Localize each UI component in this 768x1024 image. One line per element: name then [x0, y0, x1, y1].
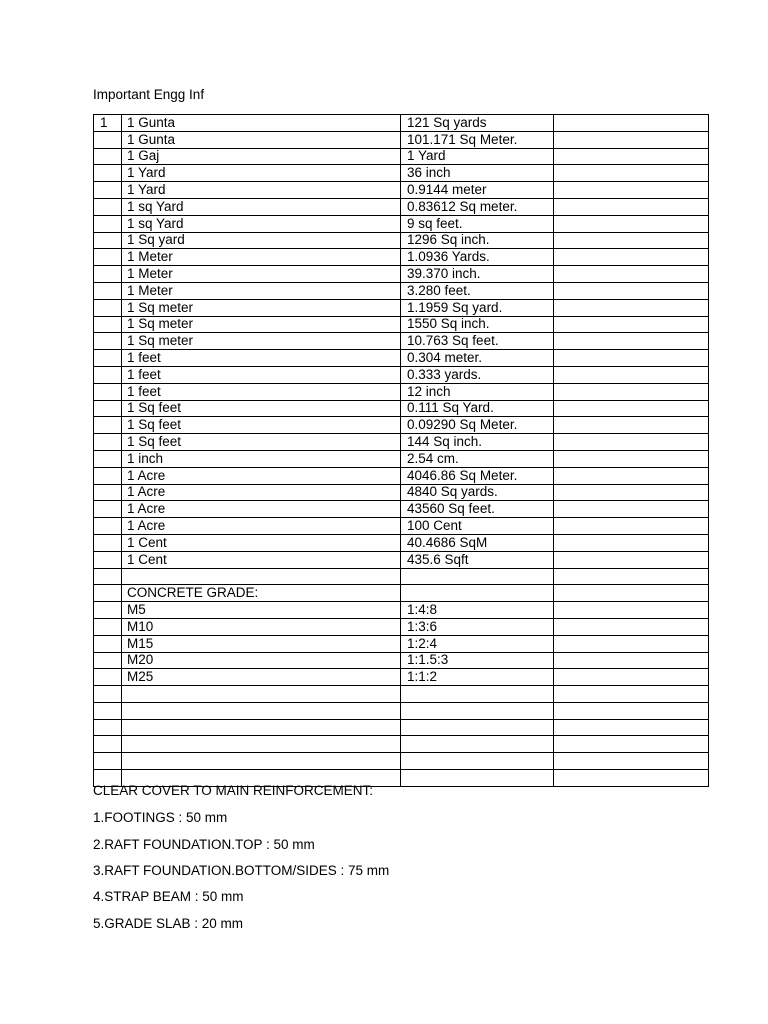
notes-cell [554, 434, 709, 451]
row-number-cell [94, 534, 122, 551]
row-number-cell [94, 198, 122, 215]
table-row [94, 551, 709, 568]
conversion-table [93, 114, 709, 787]
row-number-cell [94, 232, 122, 249]
notes-cell [554, 719, 709, 736]
notes-cell [554, 232, 709, 249]
table-row [94, 585, 709, 602]
table-row [94, 215, 709, 232]
unit-cell: 1 Meter [122, 249, 401, 266]
unit-cell: 1 feet [122, 366, 401, 383]
row-number-cell [94, 400, 122, 417]
table-row [94, 115, 709, 132]
table-row [94, 148, 709, 165]
table-row [94, 333, 709, 350]
notes-cell [554, 266, 709, 283]
equivalent-cell [401, 585, 554, 602]
notes-cell [554, 417, 709, 434]
notes-cell [554, 467, 709, 484]
equivalent-cell: 435.6 Sqft [401, 551, 554, 568]
notes-cell [554, 450, 709, 467]
table-row [94, 417, 709, 434]
unit-cell: 1 Sq meter [122, 316, 401, 333]
table-row [94, 450, 709, 467]
unit-cell: 1 sq Yard [122, 215, 401, 232]
notes-cell [554, 501, 709, 518]
cover-heading: CLEAR COVER TO MAIN REINFORCEMENT: [93, 783, 374, 798]
unit-cell: 1 Sq feet [122, 400, 401, 417]
equivalent-cell: 144 Sq inch. [401, 434, 554, 451]
unit-cell: 1 Yard [122, 182, 401, 199]
equivalent-cell [401, 736, 554, 753]
row-number-cell [94, 249, 122, 266]
notes-cell [554, 585, 709, 602]
row-number-cell [94, 417, 122, 434]
row-number-cell [94, 753, 122, 770]
table-row [94, 249, 709, 266]
cover-item: 3.RAFT FOUNDATION.BOTTOM/SIDES : 75 mm [93, 863, 390, 878]
table-row [94, 501, 709, 518]
equivalent-cell [401, 568, 554, 585]
row-number-cell [94, 568, 122, 585]
unit-cell [122, 568, 401, 585]
row-number-cell [94, 518, 122, 535]
row-number-cell [94, 551, 122, 568]
table-row [94, 753, 709, 770]
notes-cell [554, 652, 709, 669]
row-number-cell [94, 602, 122, 619]
equivalent-cell: 10.763 Sq feet. [401, 333, 554, 350]
table-row [94, 366, 709, 383]
table-row [94, 467, 709, 484]
unit-cell: 1 Acre [122, 518, 401, 535]
row-number-cell [94, 501, 122, 518]
notes-cell [554, 198, 709, 215]
notes-cell [554, 366, 709, 383]
row-number-cell [94, 299, 122, 316]
equivalent-cell: 100 Cent [401, 518, 554, 535]
table-row [94, 534, 709, 551]
row-number-cell [94, 182, 122, 199]
unit-cell: 1 Gunta [122, 131, 401, 148]
row-number-cell [94, 266, 122, 283]
table-row [94, 602, 709, 619]
table-row [94, 719, 709, 736]
unit-cell: M5 [122, 602, 401, 619]
row-number-cell [94, 131, 122, 148]
unit-cell [122, 719, 401, 736]
unit-cell: M25 [122, 669, 401, 686]
row-number-cell [94, 333, 122, 350]
unit-cell [122, 736, 401, 753]
row-number-cell [94, 736, 122, 753]
unit-cell: M15 [122, 635, 401, 652]
table-row [94, 266, 709, 283]
notes-cell [554, 282, 709, 299]
equivalent-cell: 3.280 feet. [401, 282, 554, 299]
unit-cell: M10 [122, 618, 401, 635]
table-row [94, 198, 709, 215]
equivalent-cell: 1:1:2 [401, 669, 554, 686]
equivalent-cell: 0.304 meter. [401, 350, 554, 367]
table-row [94, 618, 709, 635]
notes-cell [554, 115, 709, 132]
notes-cell [554, 165, 709, 182]
row-number-cell [94, 316, 122, 333]
table-row [94, 165, 709, 182]
row-number-cell [94, 669, 122, 686]
notes-cell [554, 618, 709, 635]
cover-item: 4.STRAP BEAM : 50 mm [93, 889, 244, 904]
equivalent-cell: 0.333 yards. [401, 366, 554, 383]
notes-cell [554, 702, 709, 719]
table-row [94, 131, 709, 148]
notes-cell [554, 316, 709, 333]
row-number-cell [94, 165, 122, 182]
equivalent-cell: 12 inch [401, 383, 554, 400]
notes-cell [554, 518, 709, 535]
row-number-cell [94, 350, 122, 367]
unit-cell: 1 Acre [122, 501, 401, 518]
unit-cell: 1 Acre [122, 484, 401, 501]
equivalent-cell: 1296 Sq inch. [401, 232, 554, 249]
equivalent-cell: 121 Sq yards [401, 115, 554, 132]
equivalent-cell: 36 inch [401, 165, 554, 182]
unit-cell: M20 [122, 652, 401, 669]
equivalent-cell [401, 702, 554, 719]
row-number-cell [94, 652, 122, 669]
notes-cell [554, 770, 709, 787]
unit-cell: CONCRETE GRADE: [122, 585, 401, 602]
notes-cell [554, 736, 709, 753]
equivalent-cell: 39.370 inch. [401, 266, 554, 283]
row-number-cell [94, 635, 122, 652]
row-number-cell [94, 686, 122, 703]
row-number-cell [94, 618, 122, 635]
table-row [94, 484, 709, 501]
table-row [94, 316, 709, 333]
notes-cell [554, 484, 709, 501]
unit-cell: 1 Meter [122, 282, 401, 299]
table-row [94, 686, 709, 703]
row-number-cell [94, 434, 122, 451]
notes-cell [554, 148, 709, 165]
equivalent-cell: 1:2:4 [401, 635, 554, 652]
unit-cell: 1 Sq yard [122, 232, 401, 249]
row-number-cell [94, 148, 122, 165]
notes-cell [554, 299, 709, 316]
notes-cell [554, 215, 709, 232]
table-row [94, 635, 709, 652]
unit-cell: 1 feet [122, 383, 401, 400]
unit-cell: 1 inch [122, 450, 401, 467]
row-number-cell [94, 585, 122, 602]
equivalent-cell: 0.09290 Sq Meter. [401, 417, 554, 434]
unit-cell: 1 Sq feet [122, 417, 401, 434]
equivalent-cell: 1 Yard [401, 148, 554, 165]
unit-cell: 1 Gunta [122, 115, 401, 132]
unit-cell: 1 Yard [122, 165, 401, 182]
notes-cell [554, 400, 709, 417]
table-row [94, 299, 709, 316]
notes-cell [554, 131, 709, 148]
equivalent-cell [401, 686, 554, 703]
unit-cell [122, 753, 401, 770]
row-number-cell [94, 467, 122, 484]
unit-cell: 1 Sq meter [122, 299, 401, 316]
row-number-cell [94, 383, 122, 400]
table-row [94, 434, 709, 451]
table-row [94, 232, 709, 249]
table-row [94, 400, 709, 417]
notes-cell [554, 686, 709, 703]
cover-item: 5.GRADE SLAB : 20 mm [93, 916, 244, 931]
table-row [94, 652, 709, 669]
unit-cell: 1 sq Yard [122, 198, 401, 215]
table-row [94, 702, 709, 719]
notes-cell [554, 383, 709, 400]
unit-cell: 1 Cent [122, 534, 401, 551]
table-row [94, 669, 709, 686]
equivalent-cell: 43560 Sq feet. [401, 501, 554, 518]
unit-cell: 1 Acre [122, 467, 401, 484]
table-row [94, 350, 709, 367]
equivalent-cell: 1.0936 Yards. [401, 249, 554, 266]
row-number-cell [94, 484, 122, 501]
table-row [94, 282, 709, 299]
row-number-cell [94, 702, 122, 719]
table-row [94, 383, 709, 400]
notes-cell [554, 669, 709, 686]
table-row [94, 568, 709, 585]
unit-cell [122, 686, 401, 703]
notes-cell [554, 333, 709, 350]
unit-cell: 1 Meter [122, 266, 401, 283]
notes-cell [554, 534, 709, 551]
equivalent-cell: 4840 Sq yards. [401, 484, 554, 501]
notes-cell [554, 635, 709, 652]
equivalent-cell: 0.111 Sq Yard. [401, 400, 554, 417]
equivalent-cell: 2.54 cm. [401, 450, 554, 467]
row-number-cell [94, 282, 122, 299]
equivalent-cell: 0.9144 meter [401, 182, 554, 199]
notes-cell [554, 350, 709, 367]
cover-item: 2.RAFT FOUNDATION.TOP : 50 mm [93, 837, 315, 852]
equivalent-cell [401, 770, 554, 787]
row-number-cell: 1 [94, 115, 122, 132]
cover-item: 1.FOOTINGS : 50 mm [93, 810, 228, 825]
table-row [94, 182, 709, 199]
notes-cell [554, 753, 709, 770]
notes-cell [554, 568, 709, 585]
equivalent-cell: 4046.86 Sq Meter. [401, 467, 554, 484]
equivalent-cell: 9 sq feet. [401, 215, 554, 232]
equivalent-cell: 1550 Sq inch. [401, 316, 554, 333]
equivalent-cell: 40.4686 SqM [401, 534, 554, 551]
table-row [94, 736, 709, 753]
equivalent-cell: 1:4:8 [401, 602, 554, 619]
notes-cell [554, 182, 709, 199]
row-number-cell [94, 450, 122, 467]
equivalent-cell [401, 719, 554, 736]
notes-cell [554, 602, 709, 619]
table-row [94, 518, 709, 535]
unit-cell: 1 feet [122, 350, 401, 367]
document-title: Important Engg Inf [93, 87, 205, 102]
unit-cell: 1 Gaj [122, 148, 401, 165]
equivalent-cell: 1:3:6 [401, 618, 554, 635]
unit-cell: 1 Sq meter [122, 333, 401, 350]
row-number-cell [94, 215, 122, 232]
equivalent-cell: 1.1959 Sq yard. [401, 299, 554, 316]
unit-cell: 1 Cent [122, 551, 401, 568]
unit-cell: 1 Sq feet [122, 434, 401, 451]
equivalent-cell: 101.171 Sq Meter. [401, 131, 554, 148]
unit-cell [122, 702, 401, 719]
equivalent-cell [401, 753, 554, 770]
notes-cell [554, 551, 709, 568]
equivalent-cell: 1:1.5:3 [401, 652, 554, 669]
equivalent-cell: 0.83612 Sq meter. [401, 198, 554, 215]
row-number-cell [94, 366, 122, 383]
notes-cell [554, 249, 709, 266]
row-number-cell [94, 719, 122, 736]
